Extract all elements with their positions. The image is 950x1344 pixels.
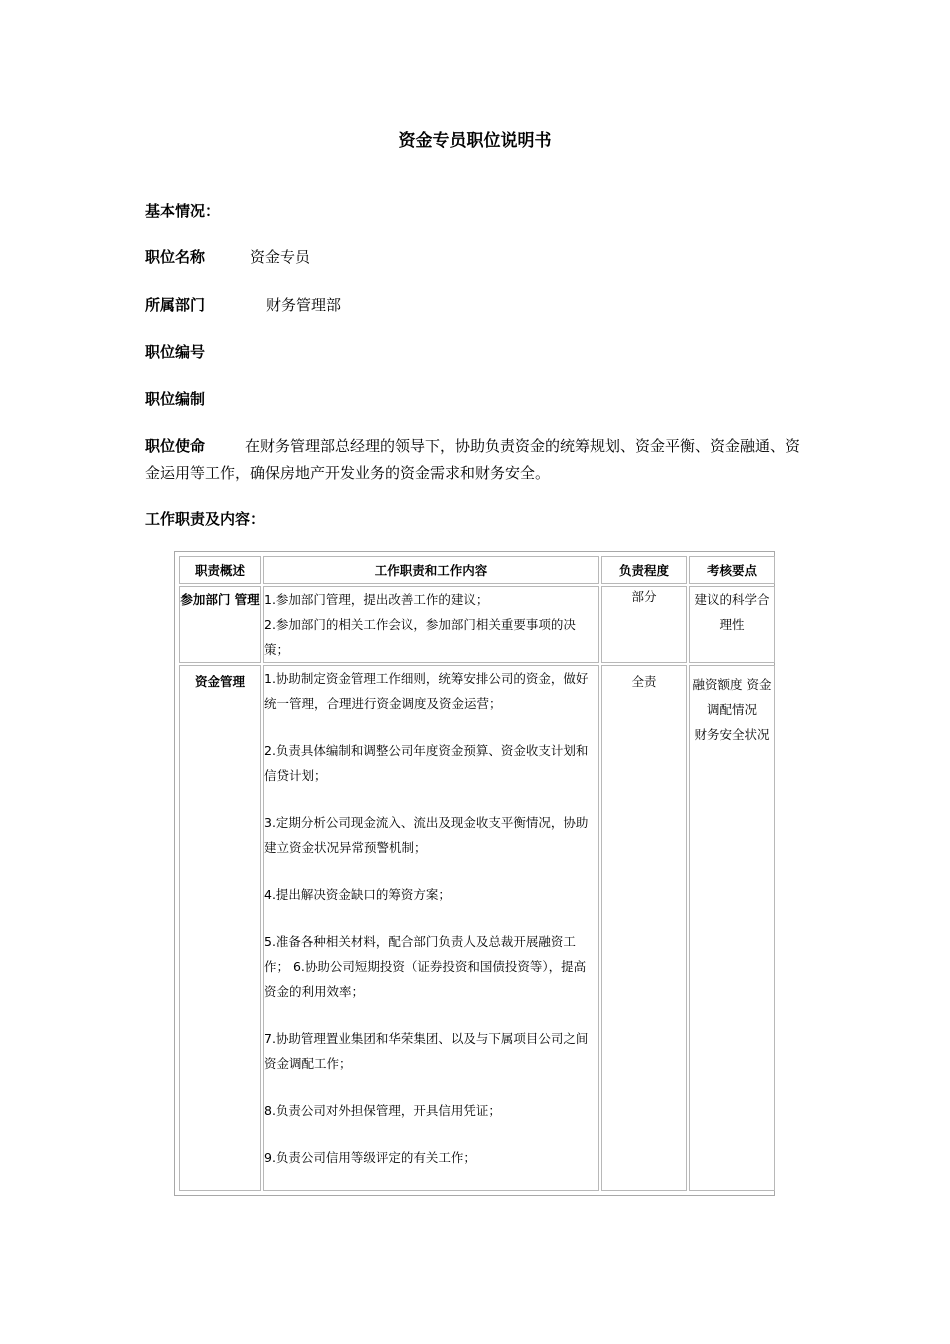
duties-heading: 工作职责及内容： bbox=[145, 510, 266, 528]
criteria-item: 财务安全状况 bbox=[694, 727, 770, 742]
position-quota-row bbox=[145, 388, 205, 409]
mission-paragraph bbox=[145, 433, 810, 487]
row-criteria: 建议的科学合理性 bbox=[689, 586, 775, 663]
duty-item: 9.负责公司信用等级评定的有关工作； bbox=[264, 1150, 476, 1165]
row-content bbox=[263, 665, 599, 1191]
row-degree: 全责 bbox=[601, 665, 687, 1191]
header-summary: 职责概述 bbox=[179, 556, 261, 584]
duty-item: 1.参加部门管理，提出改善工作的建议； bbox=[264, 592, 489, 607]
department-label: 所属部门 bbox=[145, 296, 206, 314]
table-header-row bbox=[179, 556, 775, 584]
position-name-value: 资金专员 bbox=[250, 248, 311, 266]
row-summary: 资金管理 bbox=[179, 665, 261, 1191]
mission-text: 在财务管理部总经理的领导下，协助负责资金的统筹规划、资金平衡、资金融通、资金运用等工作，确保房地产开发业务的资金需求和财务安全。 bbox=[145, 437, 801, 482]
position-name-label: 职位名称 bbox=[145, 248, 206, 266]
position-code-row bbox=[145, 341, 205, 362]
position-quota-label: 职位编制 bbox=[145, 390, 206, 408]
header-degree: 负责程度 bbox=[601, 556, 687, 584]
department-value: 财务管理部 bbox=[266, 296, 342, 314]
row-criteria bbox=[689, 665, 775, 1191]
criteria-item: 融资额度 资金调配情况 bbox=[692, 677, 772, 717]
duty-item: 8.负责公司对外担保管理，开具信用凭证； bbox=[264, 1103, 501, 1118]
duty-item: 1.协助制定资金管理工作细则，统筹安排公司的资金，做好统一管理，合理进行资金调度及资金运营； bbox=[264, 671, 589, 711]
table-row bbox=[179, 665, 775, 1191]
header-criteria: 考核要点 bbox=[689, 556, 775, 584]
duty-item: 2.参加部门的相关工作会议，参加部门相关重要事项的决策； bbox=[264, 617, 576, 657]
row-summary: 参加部门 管理 bbox=[179, 586, 261, 663]
row-degree: 部分 bbox=[601, 586, 687, 663]
duty-item: 7.协助管理置业集团和华荣集团、以及与下属项目公司之间资金调配工作； bbox=[264, 1031, 589, 1071]
position-code-label: 职位编号 bbox=[145, 343, 206, 361]
table-row bbox=[179, 586, 775, 663]
duty-item: 3.定期分析公司现金流入、流出及现金收支平衡情况，协助建立资金状况异常预警机制； bbox=[264, 815, 589, 855]
mission-label: 职位使命 bbox=[145, 437, 206, 455]
position-name-row bbox=[145, 246, 310, 267]
row-content bbox=[263, 586, 599, 663]
basic-info-heading: 基本情况： bbox=[145, 202, 221, 220]
duty-item: 4.提出解决资金缺口的筹资方案； bbox=[264, 887, 451, 902]
department-row bbox=[145, 294, 341, 315]
page-title: 资金专员职位说明书 bbox=[398, 131, 552, 151]
duty-item: 2.负责具体编制和调整公司年度资金预算、资金收支计划和信贷计划； bbox=[264, 743, 589, 783]
duties-table bbox=[174, 551, 775, 1196]
duty-item: 5.准备各种相关材料，配合部门负责人及总裁开展融资工作； 6.协助公司短期投资（证券投资和国债投资等），提高资金的利用效率； bbox=[264, 934, 587, 999]
header-content: 工作职责和工作内容 bbox=[263, 556, 599, 584]
